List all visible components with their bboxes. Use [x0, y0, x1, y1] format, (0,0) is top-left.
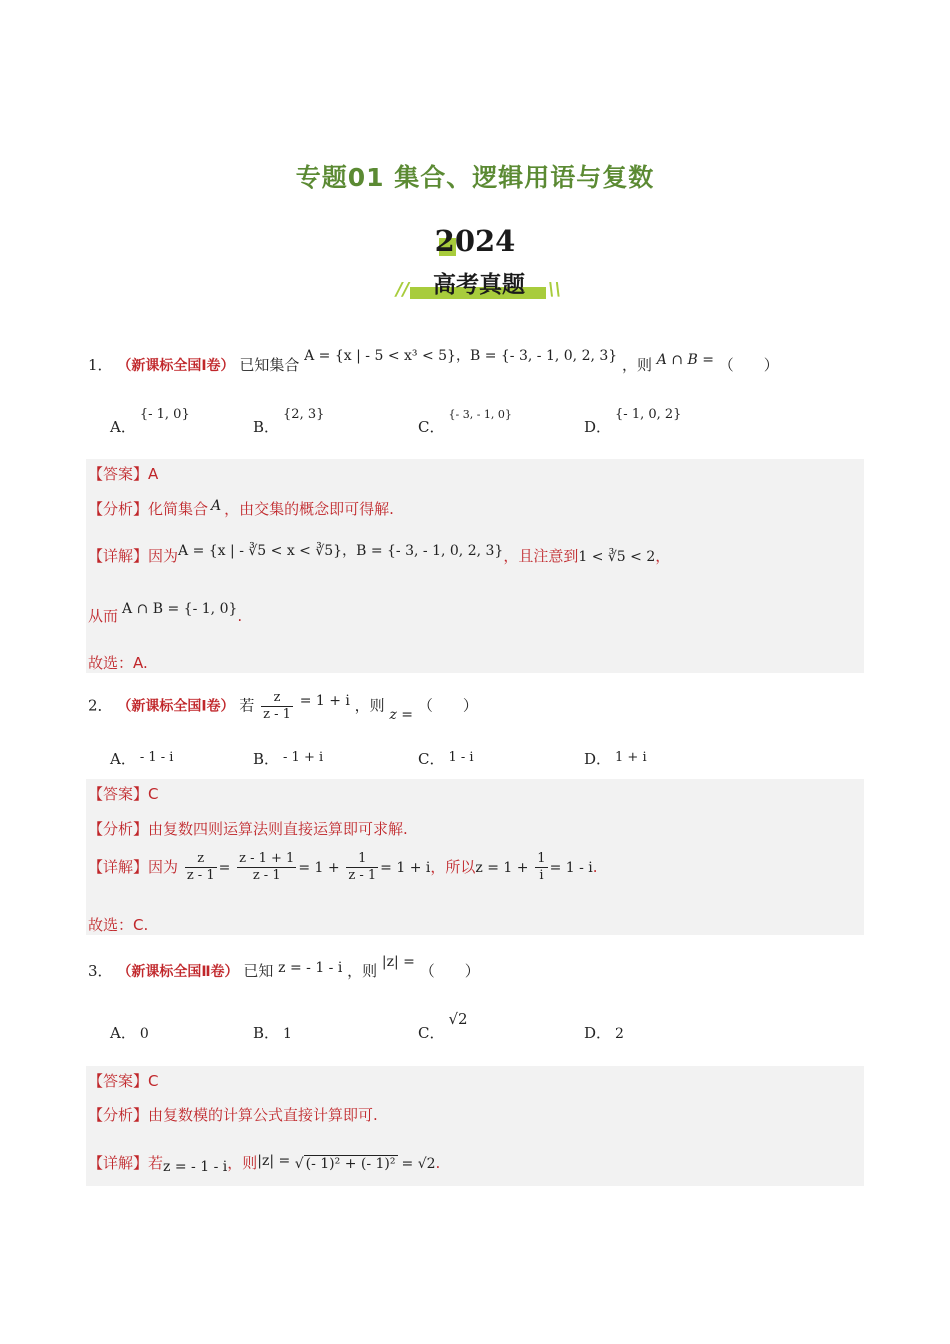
option-a: A． - 1 - i — [110, 750, 174, 768]
option-c: C．$^{\{- 3, - 1, 0\}}$ — [418, 408, 512, 436]
option-a: A．{- 1, 0} — [110, 407, 190, 436]
choice-line: 故选：A. — [88, 654, 148, 672]
question-source: （新课标全国Ⅰ卷） — [117, 698, 235, 715]
option-c: C．√2 — [418, 1010, 468, 1042]
stem-text: 若 — [239, 696, 255, 715]
section-heading: 高考真题 — [433, 272, 525, 298]
option-d: D． 1 + i — [584, 750, 647, 768]
choice-line: 故选：C. — [88, 916, 149, 934]
detail-line: 【详解】因为A = {x | - ∛5 < x < ∛5}，B = {- 3, - 1, 0, 2, 3}，且注意到1 < ∛5 < 2， — [88, 543, 671, 565]
detail-line-2: 从而 A ∩ B = {- 1, 0}. — [88, 601, 243, 625]
stem-math: = 1 + i — [299, 692, 350, 709]
deco-slash-left: // — [396, 279, 410, 300]
stem-fraction: $\frac{z}{z - 1}$ — [263, 690, 291, 722]
option-b: B．{2, 3} — [253, 407, 325, 436]
stem-text: 已知集合 — [239, 356, 300, 374]
option-d: D． 2 — [584, 1024, 624, 1042]
stem-math-2: z = — [389, 706, 414, 723]
option-b: B． 1 — [253, 1024, 292, 1042]
analysis-line: 【分析】由复数四则运算法则直接运算即可求解. — [88, 820, 408, 838]
stem-text-2: ，则 — [347, 962, 378, 980]
answer-blank: （ ） — [718, 356, 779, 374]
detail-line: 【详解】因为 $\frac{z}{z - 1}$ = $\frac{z - 1 + 1}{z - 1}$ = 1 + $\frac{1}{z - 1}$ = 1 + i，所以z = 1 + $\frac{1}{i}$ = 1 - i. — [88, 851, 598, 883]
question-2-stem — [88, 690, 478, 723]
answer-value: C — [148, 785, 159, 803]
answer-value: A — [148, 465, 159, 483]
answer-box-1 — [86, 459, 864, 673]
stem-math-2: A ∩ B = — [656, 352, 714, 368]
question-number: 3． — [88, 962, 113, 980]
stem-text: 已知 — [243, 962, 274, 980]
detail-line: 【详解】若z = - 1 - i，则|z| = √ (- 1)² + (- 1)² = √2. — [88, 1153, 441, 1175]
question-source: （新课标全国Ⅰ卷） — [117, 358, 235, 374]
answer-line: 【答案】C — [88, 1072, 159, 1090]
question-1-stem — [88, 348, 779, 375]
question-number: 1． — [88, 356, 113, 374]
question-source: （新课标全国Ⅱ卷） — [117, 964, 239, 980]
stem-math: A = {x | - 5 < x³ < 5}，B = {- 3, - 1, 0, 2, 3} — [304, 348, 618, 364]
option-c: C． 1 - i — [418, 750, 474, 768]
analysis-line: 【分析】化简集合 A ，由交集的概念即可得解. — [88, 498, 394, 518]
answer-line: 【答案】A — [88, 465, 159, 483]
answer-value: C — [148, 1072, 159, 1090]
deco-slash-right: \\ — [548, 279, 562, 300]
answer-line: 【答案】C — [88, 785, 159, 803]
option-d: D．{- 1, 0, 2} — [584, 407, 682, 436]
year-heading: 2024 — [434, 224, 516, 258]
question-number: 2． — [88, 696, 113, 715]
option-a: A． 0 — [110, 1024, 149, 1042]
question-3-stem — [88, 954, 480, 981]
analysis-line: 【分析】由复数模的计算公式直接计算即可. — [88, 1106, 378, 1124]
stem-text-2: ，则 — [354, 696, 385, 715]
option-b: B． - 1 + i — [253, 750, 324, 768]
stem-math-2: |z| = — [381, 954, 415, 970]
stem-math: z = - 1 - i — [278, 960, 343, 976]
stem-text-2: ，则 — [621, 356, 652, 374]
answer-blank: （ ） — [419, 962, 480, 980]
page-title: 专题01 集合、逻辑用语与复数 — [295, 163, 655, 192]
answer-blank: （ ） — [417, 696, 478, 715]
